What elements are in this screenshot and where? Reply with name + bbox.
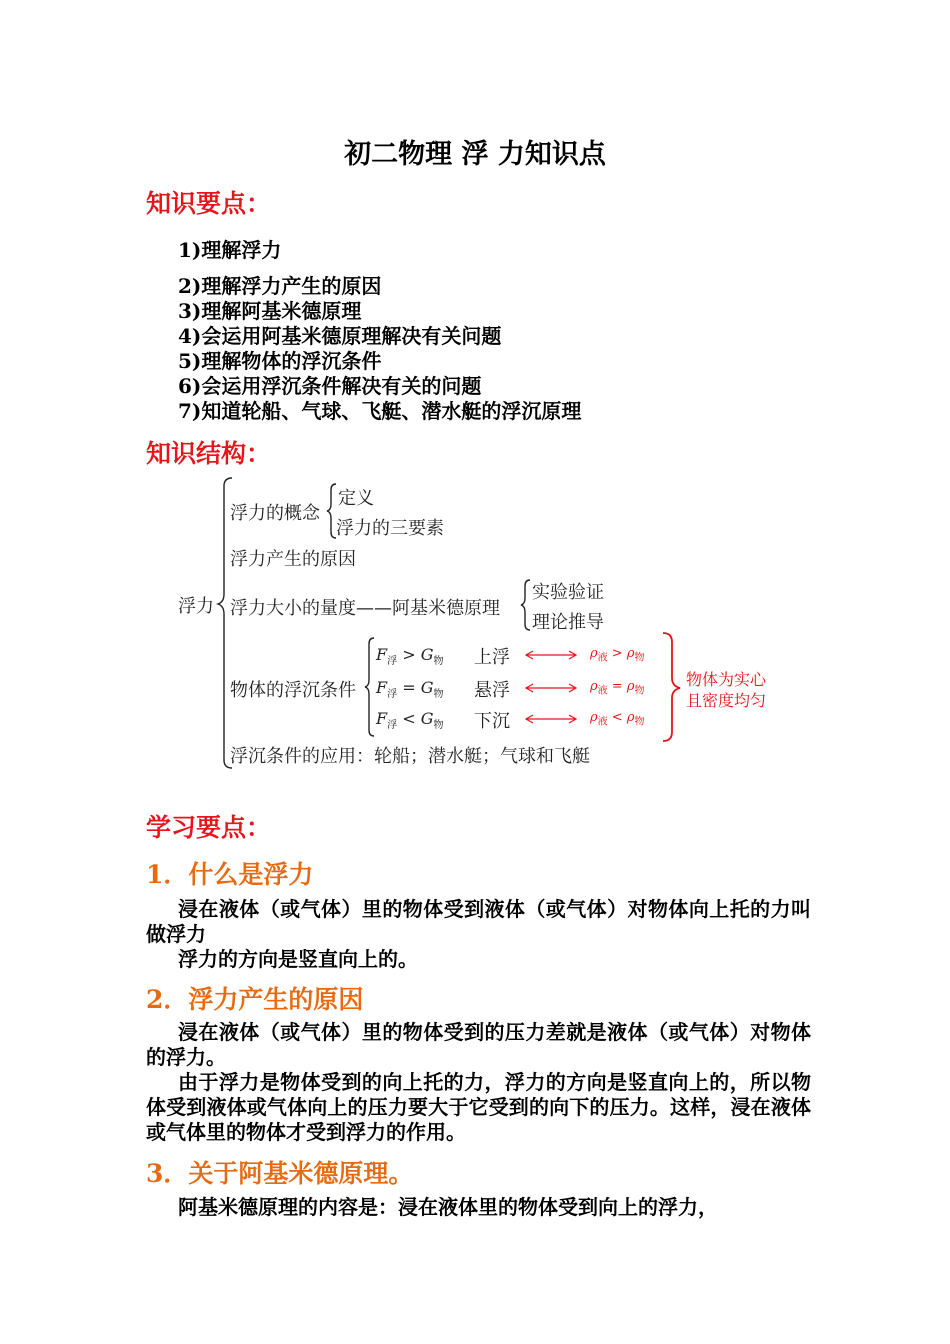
knowledge-item: 5)理解物体的浮沉条件: [178, 349, 382, 373]
structure-heading: 知识结构：: [146, 439, 272, 468]
knowledge-item: 4)会运用阿基米德原理解决有关问题: [178, 324, 502, 348]
paragraph: 由于浮力是物体受到的向上托的力，浮力的方向是竖直向上的，所以物体受到液体或气体向上的压力要大于它受到的向下的压力。这样，浸在液体或气体里的物体才受到浮力的作用。: [146, 1070, 811, 1144]
structure-conditions: 物体的浮沉条件: [230, 680, 356, 701]
structure-theory: 理论推导: [532, 612, 604, 633]
knowledge-points-heading: 知识要点：: [146, 189, 272, 218]
condition-formula: $F_浮 > G_物$: [376, 645, 444, 668]
state-label: 上浮: [474, 647, 510, 668]
structure-magnitude: 浮力大小的量度——阿基米德原理: [230, 598, 500, 619]
section-title: 2．浮力产生的原因: [146, 985, 364, 1014]
section-body: [146, 1195, 811, 1220]
section-body: [146, 1020, 811, 1145]
density-comparison: $\rho_液 > \rho_物$: [590, 646, 645, 664]
paragraph: 浮力的方向是竖直向上的。: [178, 947, 418, 971]
paragraph: 浸在液体（或气体）里的物体受到液体（或气体）对物体向上托的力叫做浮力: [146, 897, 811, 946]
note-brace: [663, 633, 680, 741]
section-title: 3．关于阿基米德原理。: [146, 1159, 414, 1188]
section-body: [146, 897, 811, 972]
note-line1: 物体为实心: [686, 670, 767, 689]
structure-definition: 定义: [338, 488, 374, 509]
structure-three-elements: 浮力的三要素: [336, 518, 444, 539]
note-line2: 且密度均匀: [686, 691, 767, 710]
structure-experiment: 实验验证: [532, 582, 604, 603]
page-title: 初二物理 浮 力知识点: [344, 139, 606, 170]
structure-concept: 浮力的概念: [230, 503, 320, 524]
knowledge-item: 2)理解浮力产生的原因: [178, 274, 382, 298]
state-label: 悬浮: [474, 680, 510, 701]
density-comparison: $\rho_液 < \rho_物$: [590, 710, 645, 728]
knowledge-item: 1)理解浮力: [178, 238, 282, 262]
paragraph: 浸在液体（或气体）里的物体受到的压力差就是液体（或气体）对物体的浮力。: [146, 1020, 811, 1069]
knowledge-item: 6)会运用浮沉条件解决有关的问题: [178, 374, 482, 398]
condition-formula: $F_浮 = G_物$: [376, 678, 444, 701]
magnitude-brace: [521, 580, 530, 630]
concept-brace: [327, 484, 336, 538]
structure-root: 浮力: [178, 596, 214, 617]
knowledge-item: 3)理解阿基米德原理: [178, 299, 362, 323]
state-label: 下沉: [474, 711, 510, 732]
paragraph: 阿基米德原理的内容是：浸在液体里的物体受到向上的浮力，: [178, 1195, 718, 1219]
study-heading: 学习要点：: [146, 813, 272, 842]
density-comparison: $\rho_液 = \rho_物$: [590, 679, 645, 697]
structure-cause: 浮力产生的原因: [230, 549, 356, 570]
structure-application: 浮沉条件的应用：轮船；潜水艇；气球和飞艇: [230, 746, 590, 767]
conditions-brace: [365, 638, 374, 736]
section-title: 1．什么是浮力: [146, 860, 314, 889]
condition-formula: $F_浮 < G_物$: [376, 709, 444, 732]
knowledge-item: 7)知道轮船、气球、飞艇、潜水艇的浮沉原理: [178, 399, 582, 423]
